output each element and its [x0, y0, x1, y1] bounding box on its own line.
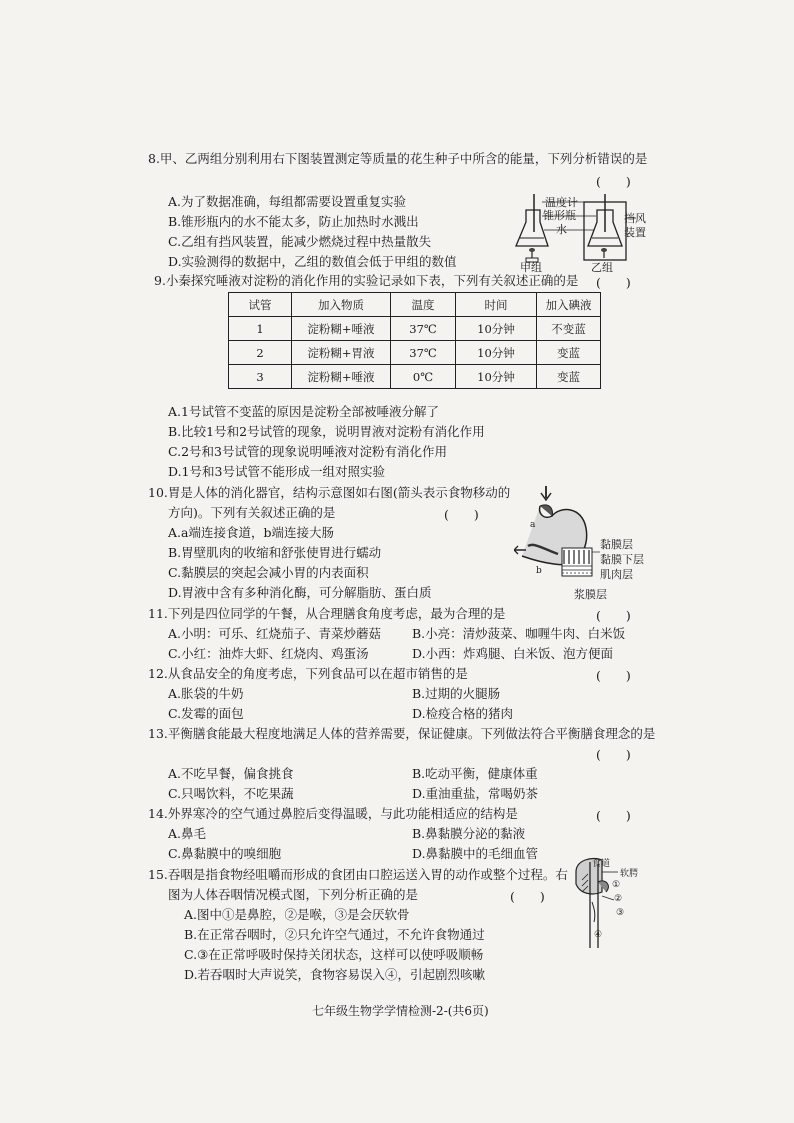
q15-label-1: ①	[612, 880, 621, 890]
table-header-row	[229, 293, 601, 317]
q14-option-d: D.鼻黏膜中的毛细血管	[412, 846, 539, 861]
q8-label-water: 水	[556, 223, 567, 236]
q8-option-b: B.锥形瓶内的水不能太多，防止加热时水溅出	[168, 214, 419, 229]
q15-label-4: ④	[594, 930, 603, 940]
q13-option-c: C.只喝饮料，不吃果蔬	[168, 786, 294, 801]
q8-label-flask: 锥形瓶	[543, 209, 576, 222]
q8-option-a: A.为了数据准确，每组都需要设置重复实验	[168, 194, 407, 209]
table-cell: 变蓝	[537, 365, 601, 389]
table-cell: 37℃	[391, 341, 456, 365]
q10-label-serosa: 浆膜层	[574, 588, 607, 601]
stomach-diagram	[514, 484, 604, 584]
q12-option-d: D.检疫合格的猪肉	[412, 706, 514, 721]
q15-label-palate: 软腭	[620, 869, 639, 879]
page-footer: 七年级生物学学情检测-2-(共6页)	[312, 1004, 489, 1018]
table-header: 加入碘液	[537, 293, 601, 317]
q12-option-a: A.胀袋的牛奶	[168, 686, 244, 701]
q8-option-d: D.实验测得的数据中，乙组的数值会低于甲组的数值	[168, 254, 457, 269]
q10-label-mucosa: 黏膜层	[600, 538, 633, 551]
q8-label-group-b: 乙组	[591, 261, 613, 274]
q9-experiment-table	[228, 292, 601, 389]
q9-option-a: A.1号试管不变蓝的原因是淀粉全部被唾液分解了	[168, 404, 439, 419]
table-row	[229, 317, 601, 341]
table-header: 温度	[391, 293, 456, 317]
q10-option-b: B.胃壁肌肉的收缩和舒张使胃进行蠕动	[168, 545, 382, 560]
q10-stem-line2: 方向)。下列有关叙述正确的是	[168, 505, 336, 520]
q13-option-a: A.不吃早餐，偏食挑食	[168, 766, 294, 781]
table-cell: 1	[229, 317, 292, 341]
q8-option-c: C.乙组有挡风装置，能减少燃烧过程中热量散失	[168, 234, 432, 249]
q8-stem: 8.甲、乙两组分别利用右下图装置测定等质量的花生种子中所含的能量，下列分析错误的是	[148, 151, 648, 166]
q15-label-3: ③	[616, 908, 625, 918]
q13-option-d: D.重油重盐，常喝奶茶	[412, 786, 539, 801]
q14-option-b: B.鼻黏膜分泌的黏液	[412, 826, 526, 841]
q8-label-group-a: 甲组	[520, 261, 542, 274]
q8-label-thermometer: 温度计	[545, 196, 578, 209]
table-header: 试管	[229, 293, 292, 317]
q10-label-a: a	[530, 520, 536, 530]
table-cell: 变蓝	[537, 341, 601, 365]
q11-option-d: D.小西：炸鸡腿、白米饭、泡方便面	[412, 646, 614, 661]
table-cell: 2	[229, 341, 292, 365]
q13-stem: 13.平衡膳食能最大程度地满足人体的营养需要，保证健康。下列做法符合平衡膳食理念的是	[148, 726, 656, 741]
q14-option-c: C.鼻黏膜中的嗅细胞	[168, 846, 282, 861]
q9-answer-paren: ( )	[596, 275, 631, 290]
table-header: 加入物质	[292, 293, 391, 317]
q12-option-c: C.发霉的面包	[168, 706, 244, 721]
q14-answer-paren: ( )	[596, 808, 631, 823]
q15-stem-line2: 图为人体吞咽情况模式图，下列分析正确的是	[168, 887, 419, 902]
table-row	[229, 341, 601, 365]
table-cell: 10分钟	[456, 317, 537, 341]
q12-answer-paren: ( )	[596, 668, 631, 683]
table-cell: 3	[229, 365, 292, 389]
q11-answer-paren: ( )	[596, 608, 631, 623]
q12-stem: 12.从食品安全的角度考虑，下列食品可以在超市销售的是	[148, 666, 468, 681]
q9-stem: 9.小秦探究唾液对淀粉的消化作用的实验记录如下表，下列有关叙述正确的是	[154, 273, 579, 288]
q9-option-c: C.2号和3号试管的现象说明唾液对淀粉有消化作用	[168, 444, 447, 459]
q11-option-a: A.小明：可乐、红烧茄子、青菜炒蘑菇	[168, 626, 382, 641]
table-cell: 不变蓝	[537, 317, 601, 341]
q10-option-a: A.a端连接食道，b端连接大肠	[168, 525, 334, 540]
q15-option-d: D.若吞咽时大声说笑，食物容易误入④，引起剧烈咳嗽	[184, 967, 486, 982]
q12-option-b: B.过期的火腿肠	[412, 686, 501, 701]
q11-option-c: C.小红：油炸大虾、红烧肉、鸡蛋汤	[168, 646, 369, 661]
q9-option-d: D.1号和3号试管不能形成一组对照实验	[168, 464, 385, 479]
table-cell: 淀粉糊+唾液	[292, 317, 391, 341]
q10-option-c: C.黏膜层的突起会减小胃的内表面积	[168, 565, 369, 580]
table-header: 时间	[456, 293, 537, 317]
q14-stem: 14.外界寒冷的空气通过鼻腔后变得温暖，与此功能相适应的结构是	[148, 806, 518, 821]
q10-answer-paren: ( )	[444, 507, 479, 522]
table-cell: 10分钟	[456, 341, 537, 365]
table-row	[229, 365, 601, 389]
q11-option-b: B.小亮：清炒菠菜、咖喱牛肉、白米饭	[412, 626, 626, 641]
q10-label-submucosa: 黏膜下层	[600, 553, 644, 566]
q10-label-b: b	[536, 566, 542, 576]
table-cell: 10分钟	[456, 365, 537, 389]
q13-answer-paren: ( )	[596, 747, 631, 762]
q15-label-esophagus-top: 食道	[592, 859, 611, 869]
q10-stomach-figure	[514, 484, 604, 584]
table-cell: 淀粉糊+胃液	[292, 341, 391, 365]
table-cell: 0℃	[391, 365, 456, 389]
q8-answer-paren: ( )	[596, 174, 631, 189]
q10-option-d: D.胃液中含有多种消化酶，可分解脂肪、蛋白质	[168, 585, 432, 600]
q11-stem: 11.下列是四位同学的午餐，从合理膳食角度考虑，最为合理的是	[148, 606, 506, 621]
table-cell: 37℃	[391, 317, 456, 341]
q9-option-b: B.比较1号和2号试管的现象，说明胃液对淀粉有消化作用	[168, 424, 485, 439]
q10-stem-line1: 10.胃是人体的消化器官，结构示意图如右图(箭头表示食物移动的	[148, 485, 511, 500]
q15-option-c: C.③在正常呼吸时保持关闭状态，这样可以使呼吸顺畅	[184, 947, 484, 962]
table-cell: 淀粉糊+唾液	[292, 365, 391, 389]
q10-label-muscle: 肌肉层	[600, 568, 633, 581]
q14-option-a: A.鼻毛	[168, 826, 207, 841]
q13-option-b: B.吃动平衡，健康体重	[412, 766, 538, 781]
q8-label-windshield: 挡风	[624, 212, 646, 225]
q15-stem-line1: 15.吞咽是指食物经咀嚼而形成的食团由口腔运送入胃的动作或整个过程。右	[148, 867, 568, 882]
q15-label-2: ②	[614, 894, 623, 904]
q15-option-b: B.在正常吞咽时，②只允许空气通过，不允许食物通过	[184, 927, 485, 942]
q15-answer-paren: ( )	[510, 889, 545, 904]
q8-label-windshield-2: 装置	[624, 226, 646, 239]
q15-option-a: A.图中①是鼻腔，②是喉，③是会厌软骨	[184, 907, 410, 922]
